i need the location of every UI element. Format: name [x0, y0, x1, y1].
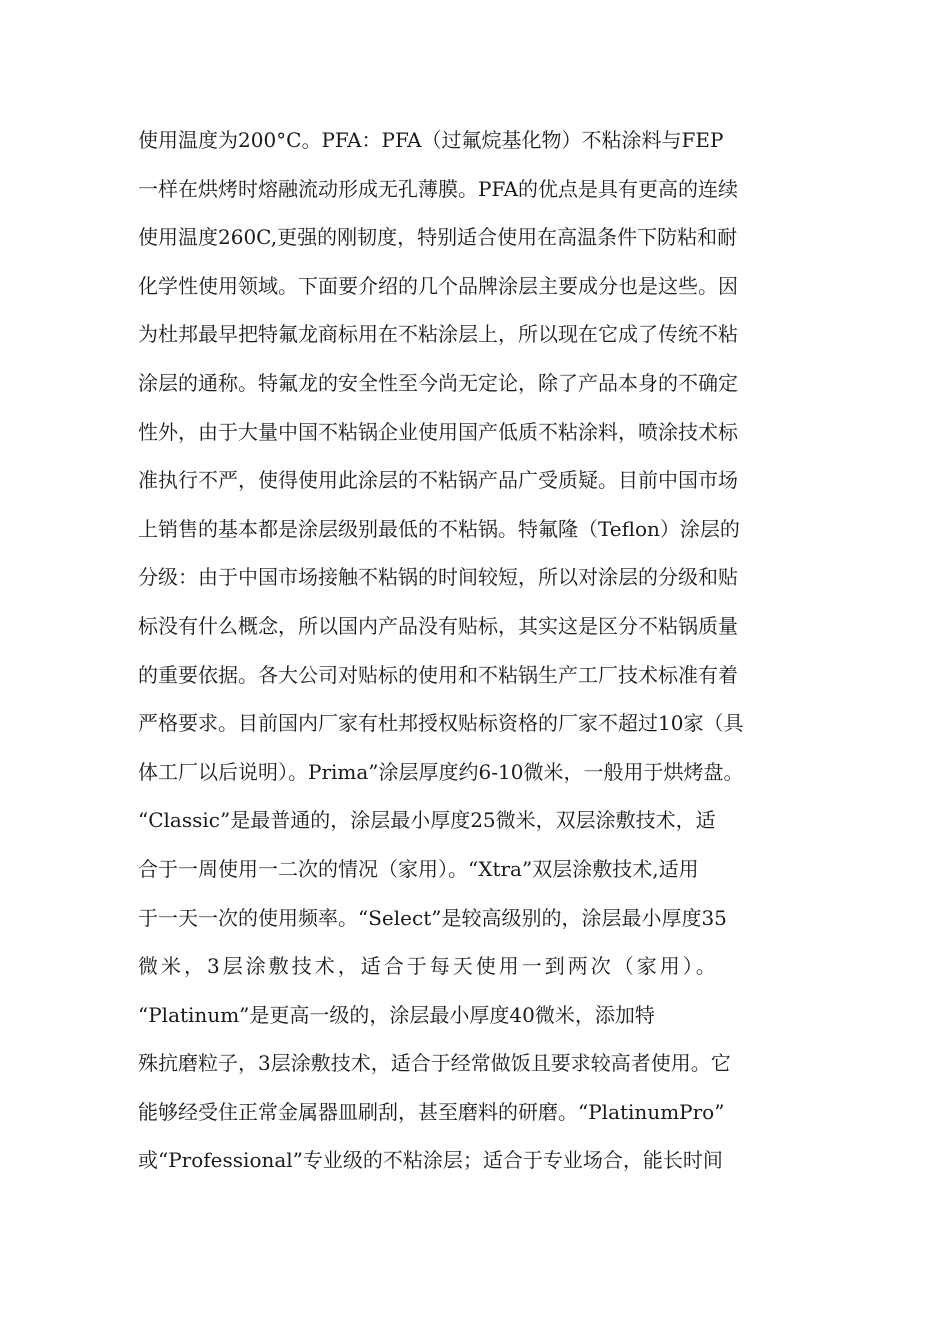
text-line: 使用温度260C,更强的刚韧度，特别适合使用在高温条件下防粘和耐 — [138, 225, 738, 250]
text-line: “Classic”是最普通的，涂层最小厚度25微米，双层涂敷技术，适 — [138, 808, 716, 833]
text-line: 或“Professional”专业级的不粘涂层；适合于专业场合，能长时间 — [138, 1148, 723, 1173]
text-line: 殊抗磨粒子，3层涂敷技术，适合于经常做饭且要求较高者使用。它 — [138, 1051, 731, 1076]
text-line: 的重要依据。各大公司对贴标的使用和不粘锅生产工厂技术标准有着 — [138, 662, 738, 687]
text-line: 标没有什么概念，所以国内产品没有贴标，其实这是区分不粘锅质量 — [138, 613, 738, 638]
text-line: 微米，3层涂敷技术，适合于每天使用一到两次（家用）。 — [138, 954, 719, 979]
text-line: 性外，由于大量中国不粘锅企业使用国产低质不粘涂料，喷涂技术标 — [138, 419, 738, 444]
text-line: 能够经受住正常金属器皿刷刮，甚至磨料的研磨。“PlatinumPro” — [138, 1099, 725, 1124]
text-line: 上销售的基本都是涂层级别最低的不粘锅。特氟隆（Teflon）涂层的 — [138, 516, 740, 541]
text-line: 准执行不严，使得使用此涂层的不粘锅产品广受质疑。目前中国市场 — [138, 468, 738, 493]
text-line: 化学性使用领域。下面要介绍的几个品牌涂层主要成分也是这些。因 — [138, 273, 738, 298]
text-line: “Platinum”是更高一级的，涂层最小厚度40微米，添加特 — [138, 1002, 655, 1027]
text-line: 分级：由于中国市场接触不粘锅的时间较短，所以对涂层的分级和贴 — [138, 565, 738, 590]
text-line: 严格要求。目前国内厂家有杜邦授权贴标资格的厂家不超过10家（具 — [138, 711, 744, 736]
text-line: 体工厂以后说明）。Prima”涂层厚度约6-10微米，一般用于烘烤盘。 — [138, 759, 744, 784]
text-line: 于一天一次的使用频率。“Select”是较高级别的，涂层最小厚度35 — [138, 905, 727, 930]
text-line: 为杜邦最早把特氟龙商标用在不粘涂层上，所以现在它成了传统不粘 — [138, 322, 738, 347]
text-line: 合于一周使用一二次的情况（家用）。“Xtra”双层涂敷技术,适用 — [138, 856, 699, 881]
text-line: 使用温度为200°C。PFA：PFA（过氟烷基化物）不粘涂料与FEP — [138, 128, 724, 152]
text-line: 一样在烘烤时熔融流动形成无孔薄膜。PFA的优点是具有更高的连续 — [138, 176, 739, 201]
text-line: 涂层的通称。特氟龙的安全性至今尚无定论，除了产品本身的不确定 — [138, 370, 738, 395]
document-body — [138, 122, 838, 1191]
